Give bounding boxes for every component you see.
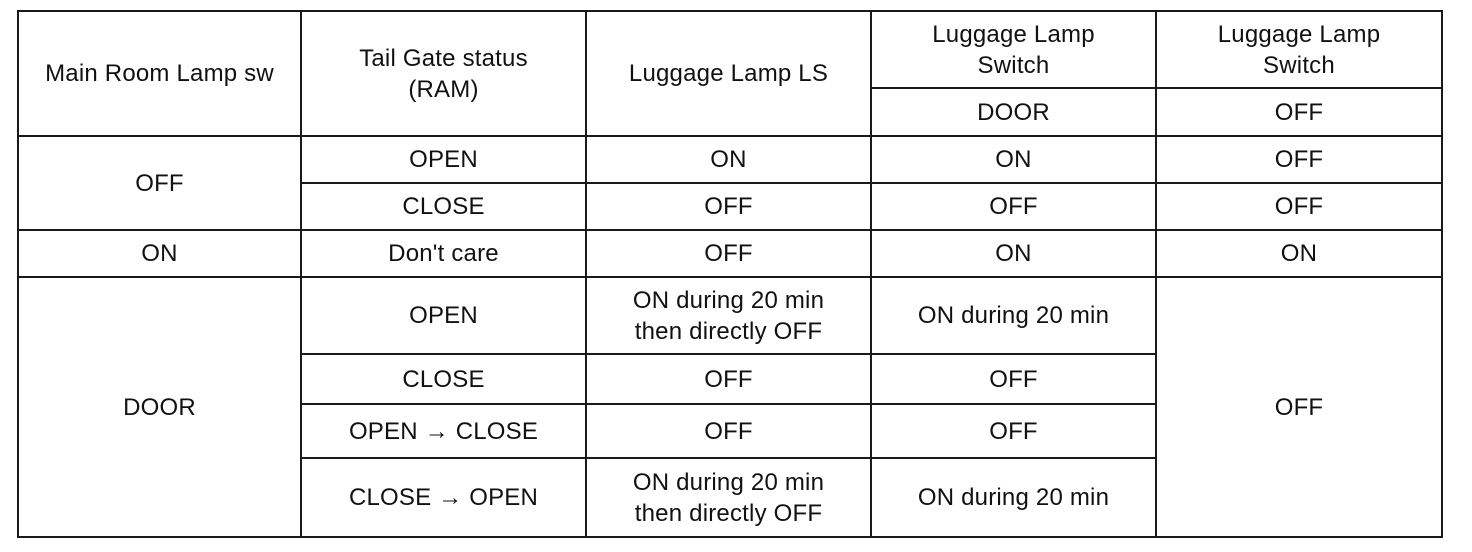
switch-door-cell: ON during 20 min — [871, 277, 1156, 354]
tail-gate-cell: OPEN — [301, 136, 586, 183]
switch-off-cell: OFF — [1156, 183, 1442, 230]
luggage-lamp-ls-cell: ON during 20 min then directly OFF — [586, 277, 871, 354]
switch-off-merged-cell: OFF — [1156, 277, 1442, 537]
table-row — [18, 277, 1442, 354]
table-row — [18, 230, 1442, 277]
luggage-lamp-ls-cell: OFF — [586, 404, 871, 458]
switch-door-cell: ON — [871, 230, 1156, 277]
table-row — [18, 136, 1442, 183]
luggage-lamp-ls-cell: ON — [586, 136, 871, 183]
header-row — [18, 11, 1442, 88]
header-luggage-lamp-switch-off: Luggage Lamp Switch — [1156, 11, 1442, 88]
luggage-lamp-ls-cell: ON during 20 min then directly OFF — [586, 458, 871, 537]
header-luggage-lamp-ls: Luggage Lamp LS — [586, 11, 871, 136]
subheader-off: OFF — [1156, 88, 1442, 136]
switch-door-cell: ON — [871, 136, 1156, 183]
tail-gate-cell: CLOSE — [301, 354, 586, 404]
luggage-lamp-logic-table — [17, 10, 1443, 538]
tail-gate-cell: Don't care — [301, 230, 586, 277]
luggage-lamp-ls-cell: OFF — [586, 183, 871, 230]
luggage-lamp-ls-cell: OFF — [586, 230, 871, 277]
switch-door-cell: OFF — [871, 183, 1156, 230]
tail-gate-cell: OPEN — [301, 277, 586, 354]
switch-off-cell: ON — [1156, 230, 1442, 277]
header-luggage-lamp-switch-door: Luggage Lamp Switch — [871, 11, 1156, 88]
header-tail-gate-status: Tail Gate status (RAM) — [301, 11, 586, 136]
switch-door-cell: ON during 20 min — [871, 458, 1156, 537]
tail-gate-cell: OPEN → CLOSE — [301, 404, 586, 458]
group-label-off: OFF — [18, 136, 301, 230]
group-label-door: DOOR — [18, 277, 301, 537]
switch-off-cell: OFF — [1156, 136, 1442, 183]
switch-door-cell: OFF — [871, 354, 1156, 404]
tail-gate-cell: CLOSE — [301, 183, 586, 230]
subheader-door: DOOR — [871, 88, 1156, 136]
group-label-on: ON — [18, 230, 301, 277]
tail-gate-cell: CLOSE → OPEN — [301, 458, 586, 537]
luggage-lamp-ls-cell: OFF — [586, 354, 871, 404]
switch-door-cell: OFF — [871, 404, 1156, 458]
header-main-room-lamp-sw: Main Room Lamp sw — [18, 11, 301, 136]
